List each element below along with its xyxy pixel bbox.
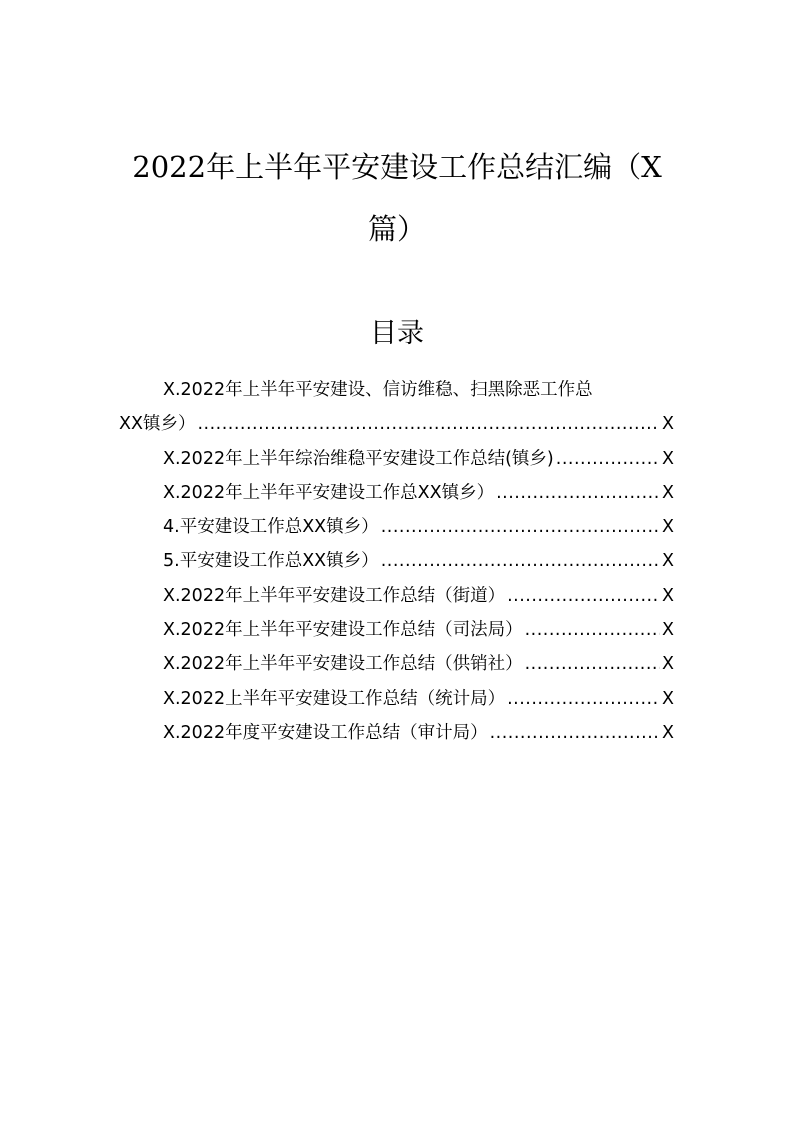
toc-entry-title: X.2022年上半年平安建设工作总结（供销社） (163, 654, 523, 674)
toc-page-number: X (662, 551, 674, 571)
toc-entry-2[interactable] (163, 447, 674, 471)
toc-page-number: X (662, 483, 674, 503)
toc-page-number: X (662, 689, 674, 709)
toc-heading: 目录 (370, 318, 424, 349)
toc-leader-dots (525, 618, 660, 642)
toc-entry-9[interactable] (163, 687, 674, 711)
toc-entry-8[interactable] (163, 652, 674, 676)
toc-page-number: X (662, 620, 674, 640)
toc-entry-6[interactable] (163, 584, 674, 608)
toc-entry-5[interactable] (163, 549, 674, 573)
toc-page-number: X (662, 586, 674, 606)
document-title-line-1: 2022年上半年平安建设工作总结汇编（X (132, 150, 662, 184)
toc-leader-dots (507, 584, 660, 608)
toc-entry-1-line-2[interactable] (119, 412, 674, 436)
document-title-line-2: 篇） (367, 212, 426, 246)
toc-leader-dots (496, 481, 660, 505)
toc-entry-title: X.2022年度平安建设工作总结（审计局） (163, 723, 488, 743)
toc-entry-title: 4.平安建设工作总XX镇乡） (163, 517, 379, 537)
toc-entry-3[interactable] (163, 481, 674, 505)
toc-leader-dots (197, 412, 660, 436)
toc-leader-dots (490, 721, 660, 745)
toc-entry-title: X.2022年上半年平安建设工作总结（司法局） (163, 620, 523, 640)
toc-leader-dots (507, 687, 660, 711)
toc-entry-title: X.2022年上半年综治维稳平安建设工作总结(镇乡) (163, 449, 554, 469)
toc-leader-dots (381, 549, 660, 573)
toc-entry-4[interactable] (163, 515, 674, 539)
toc-entry-7[interactable] (163, 618, 674, 642)
toc-page-number: X (662, 517, 674, 537)
toc-entry-title: X.2022上半年平安建设工作总结（统计局） (163, 689, 506, 709)
toc-leader-dots (556, 447, 660, 471)
toc-entry-title: XX镇乡） (119, 414, 196, 434)
toc-page-number: X (662, 414, 674, 434)
toc-entry-1-line-1[interactable]: X.2022年上半年平安建设、信访维稳、扫黑除恶工作总 (163, 380, 593, 400)
toc-entry-title: 5.平安建设工作总XX镇乡） (163, 551, 379, 571)
toc-entry-10[interactable] (163, 721, 674, 745)
toc-page-number: X (662, 723, 674, 743)
toc-page-number: X (662, 654, 674, 674)
toc-entry-title: X.2022年上半年平安建设工作总XX镇乡） (163, 483, 495, 503)
toc-leader-dots (525, 652, 660, 676)
toc-leader-dots (381, 515, 660, 539)
toc-page-number: X (662, 449, 674, 469)
toc-entry-title: X.2022年上半年平安建设工作总结（街道） (163, 586, 506, 606)
